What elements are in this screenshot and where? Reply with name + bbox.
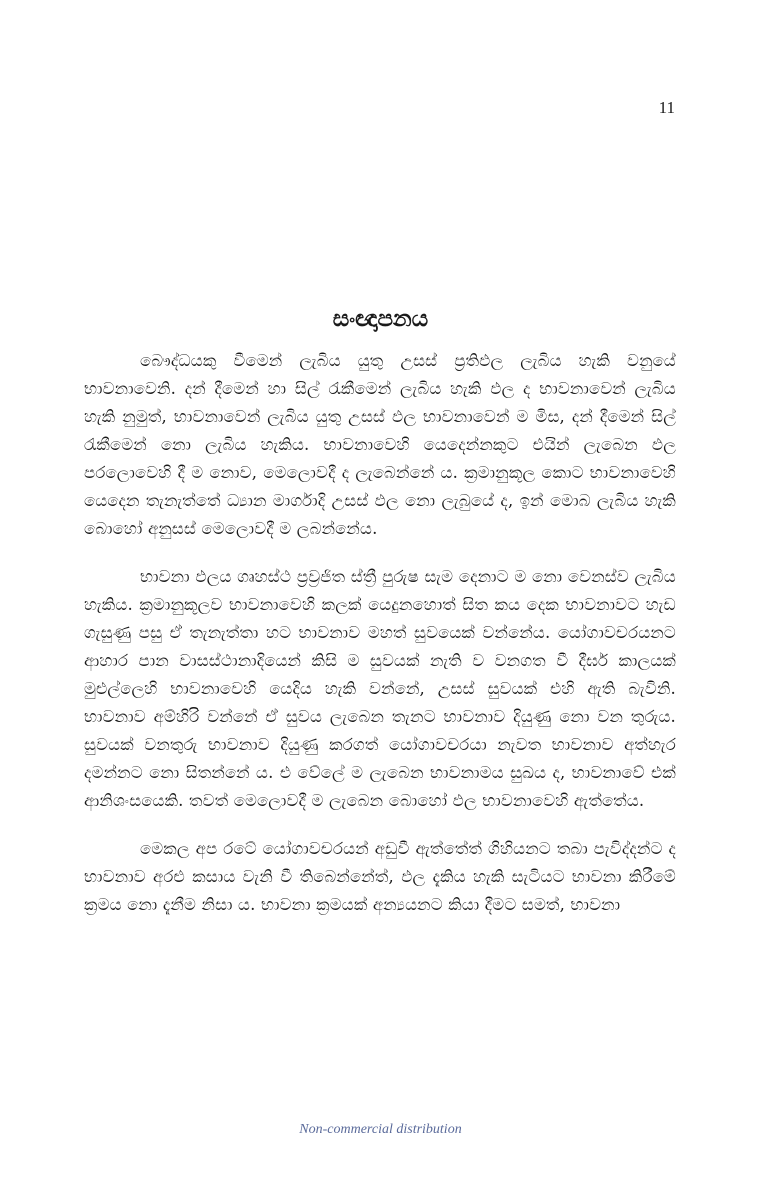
- footer-note: Non-commercial distribution: [299, 1122, 462, 1137]
- body-text: [84, 347, 676, 939]
- paragraph-2: භාවනා ඵලය ගෘහස්ථ ප්‍රව්‍රජිත ස්ත්‍රී පුරුෂ සැම දෙනාට ම නො වෙනස්ව ලැබිය හැකිය. ක්‍රමානුකූලව භාවනාවෙහි කලක් යෙදුනහොත් සිත කය දෙක භාවනාවට හැඩ ගැසුණු පසු ඒ තැනැත්තා හට භාවනාව මහත් සුවයෙක් වන්නේය. යෝගාවචරයනට ආහාර පාන වාසස්ථානාදියෙන් කිසි ම සුවයක් නැති ව වනගත වී දීර්ඝ කාලයක් මුළුල්ලෙහි භාවනාවෙහි යෙදිය හැකි වන්නේ, උසස් සුවයක් එහි ඇති බැවිනි. භාවනාව අම්හිරි වන්නේ ඒ සුවය ලැබෙන තැනට භාවනාව දියුණු නො වන තුරුය. සුවයක් වනතුරු භාවනාව දියුණු කරගත් යෝගාවචරයා නැවත භාවනාව අත්හැර දමන්නට නො සිතන්නේ ය. එ වේලේ ම ලැබෙන භාවනාමය සුඛය ද, භාවනාවේ එක් ආනිශංසයෙකි. තවත් මෙලොවදී ම ලැබෙන බොහෝ ඵල භාවනාවෙහි ඇත්තේය.: [84, 567, 676, 810]
- paragraph-3: මෙකල අප රටේ යෝගාවචරයන් අඩුවී ඇත්තේත් ගිහියනට තබා පැවිද්දන්ට ද භාවනාව අරළු කසාය වැනි වී තිබෙන්නේත්, ඵල දැකිය හැකි සැටියට භාවනා කිරීමේ ක්‍රමය නො දැනීම නිසා ය. භාවනා ක්‍රමයක් අන්‍යයනට කියා දීමට සමත්, භාවනා: [84, 839, 676, 914]
- paragraph-1: බෞද්ධයකු වීමෙන් ලැබිය යුතු උසස් ප්‍රතිඵල ලැබිය හැකි වනුයේ භාවනාවෙනි. දන් දීමෙන් හා සිල් රැකීමෙන් ලැබිය හැකි ඵල ද භාවනාවෙන් ලැබිය හැකි නුමුත්, භාවනාවෙන් ලැබිය යුතු උසස් ඵල භාවනාවෙන් ම මිස, දන් දීමෙන් සිල් රැකීමෙන් නො ලැබිය හැකිය. භාවනාවෙහි යෙදෙන්නකුට එයින් ලැබෙන ඵල පරලොවෙහි දී ම නොව, මෙලොවදී ද ලැබෙන්නේ ය. ක්‍රමානුකූල කොට භාවනාවෙහි යෙදෙන තැනැත්තේ ධ්‍යාන මාර්ගාදි උසස් ඵල නො ලැබුයේ ද, ඉන් මොබ ලැබිය හැකි බොහෝ අනුසස් මෙලොවදී ම ලබන්නේය.: [84, 351, 676, 538]
- page-number: 11: [658, 98, 675, 117]
- section-title: සංඥාපනය: [332, 305, 429, 333]
